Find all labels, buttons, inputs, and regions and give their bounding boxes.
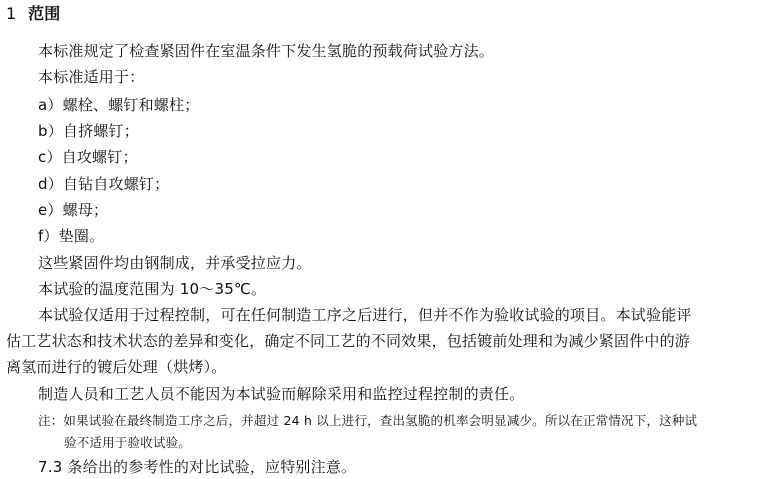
list-item: f）垫圈。 <box>38 227 105 245</box>
section-number: 1 <box>6 4 17 23</box>
paragraph-process-control-line: 估工艺状态和技术状态的差异和变化，确定不同工艺的不同效果，包括镀前处理和为减少紧固件中的游 <box>6 332 691 350</box>
list-item: a）螺栓、螺钉和螺柱； <box>38 96 200 114</box>
list-item: e）螺母； <box>38 201 109 219</box>
paragraph-process-control-line: 离氢而进行的镀后处理（烘烤）。 <box>6 358 227 376</box>
paragraph-material: 这些紧固件均由钢制成，并承受拉应力。 <box>38 254 312 272</box>
note-line: 注：如果试验在最终制造工序之后，并超过 24 h 以上进行，查出氢脆的机率会明显减少。所以在正常情况下，这种试 <box>38 413 698 428</box>
paragraph-temperature: 本试验的温度范围为 10～35℃。 <box>38 280 267 298</box>
paragraph-responsibility: 制造人员和工艺人员不能因为本试验而解除采用和监控过程控制的责任。 <box>38 385 525 403</box>
section-title: 范围 <box>28 4 61 23</box>
paragraph-reference: 7.3 条给出的参考性的对比试验，应特别注意。 <box>38 458 357 476</box>
list-item: c）自攻螺钉； <box>38 148 138 166</box>
paragraph-process-control-line: 本试验仅适用于过程控制，可在任何制造工序之后进行，但并不作为验收试验的项目。本试验能评 <box>38 306 692 324</box>
note-line: 验不适用于验收试验。 <box>64 435 192 450</box>
list-item: d）自钻自攻螺钉； <box>38 175 170 193</box>
list-item: b）自挤螺钉； <box>38 122 139 140</box>
paragraph-scope: 本标准规定了检查紧固件在室温条件下发生氢脆的预载荷试验方法。 <box>38 42 495 60</box>
section-heading <box>6 4 60 24</box>
paragraph-applicability: 本标准适用于： <box>38 68 145 86</box>
